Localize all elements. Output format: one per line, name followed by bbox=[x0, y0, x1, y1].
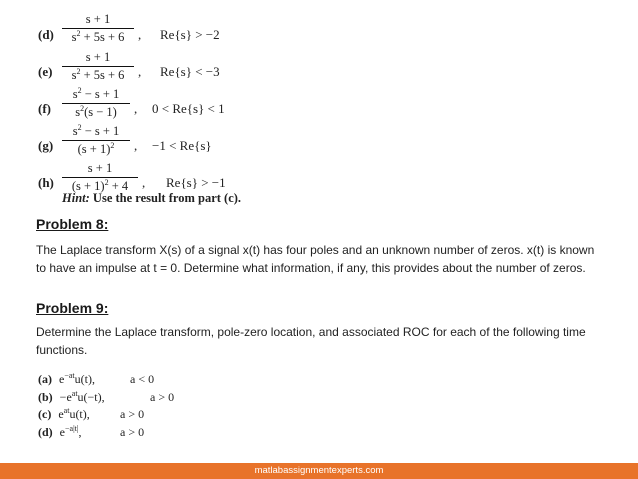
roc: Re{s} > −1 bbox=[166, 175, 226, 190]
hint-text: Use the result from part (c). bbox=[92, 191, 242, 205]
denominator: $s^2 + 5s + 6$ bbox=[71, 29, 125, 44]
problem9-text: Determine the Laplace transform, pole-zero location, and associated ROC for each of the following time functions. bbox=[36, 325, 586, 357]
denominator: $s^2 + 5s + 6$ bbox=[71, 67, 125, 82]
function-cond: a < 0 bbox=[130, 372, 155, 386]
roc: −1 < Re{s} bbox=[152, 138, 212, 153]
function-expr: $e^{-a|t|}$, bbox=[59, 424, 82, 439]
formula-label: (d) bbox=[38, 27, 54, 42]
function-label: (d) bbox=[38, 425, 53, 439]
numerator: $s^2 - s + 1$ bbox=[72, 86, 120, 101]
function-cond: a > 0 bbox=[120, 425, 145, 439]
function-item bbox=[38, 389, 175, 405]
fraction bbox=[62, 87, 130, 120]
fraction bbox=[62, 161, 138, 194]
function-expr: $e^{at}u(t)$, bbox=[58, 406, 90, 421]
function-item bbox=[38, 371, 155, 387]
hint-prefix: Hint: bbox=[62, 191, 90, 205]
denominator: $(s + 1)^2 + 4$ bbox=[71, 178, 129, 193]
denominator: $(s + 1)^2$ bbox=[77, 141, 115, 156]
function-cond: a > 0 bbox=[120, 407, 145, 421]
numerator: s + 1 bbox=[85, 50, 111, 64]
function-item bbox=[38, 424, 145, 440]
numerator: s + 1 bbox=[87, 161, 113, 175]
footer-link[interactable]: matlabassignmentexperts.com bbox=[254, 465, 384, 476]
numerator: s + 1 bbox=[85, 12, 111, 26]
problem8-text: The Laplace transform X(s) of a signal x(t) has four poles and an unknown number of zeros. x(t) is known to have an impulse at t = 0. Determine what information, if any, this provides about the number of zeros. bbox=[36, 243, 595, 275]
function-expr: $e^{-at}u(t)$, bbox=[59, 371, 95, 386]
roc: Re{s} > −2 bbox=[160, 27, 220, 42]
formula-label: (e) bbox=[38, 64, 53, 79]
function-label: (c) bbox=[38, 407, 52, 421]
function-item bbox=[38, 406, 145, 422]
numerator: $s^2 - s + 1$ bbox=[72, 123, 120, 138]
formula-label: (g) bbox=[38, 138, 54, 153]
fraction bbox=[62, 50, 134, 83]
function-cond: a > 0 bbox=[150, 390, 175, 404]
function-expr: $-e^{at}u(-t)$, bbox=[59, 389, 105, 404]
function-label: (b) bbox=[38, 390, 53, 404]
fraction bbox=[62, 124, 130, 157]
footer-bar bbox=[0, 463, 638, 479]
problem9-title: Problem 9: bbox=[36, 300, 109, 316]
function-label: (a) bbox=[38, 372, 52, 386]
roc: 0 < Re{s} < 1 bbox=[152, 101, 225, 116]
fraction bbox=[62, 12, 134, 45]
formula-label: (h) bbox=[38, 175, 54, 190]
problem8-title: Problem 8: bbox=[36, 216, 109, 232]
formula-label: (f) bbox=[38, 101, 51, 116]
roc: Re{s} < −3 bbox=[160, 64, 220, 79]
denominator: $s^2(s - 1)$ bbox=[75, 104, 117, 119]
hint bbox=[62, 191, 241, 206]
